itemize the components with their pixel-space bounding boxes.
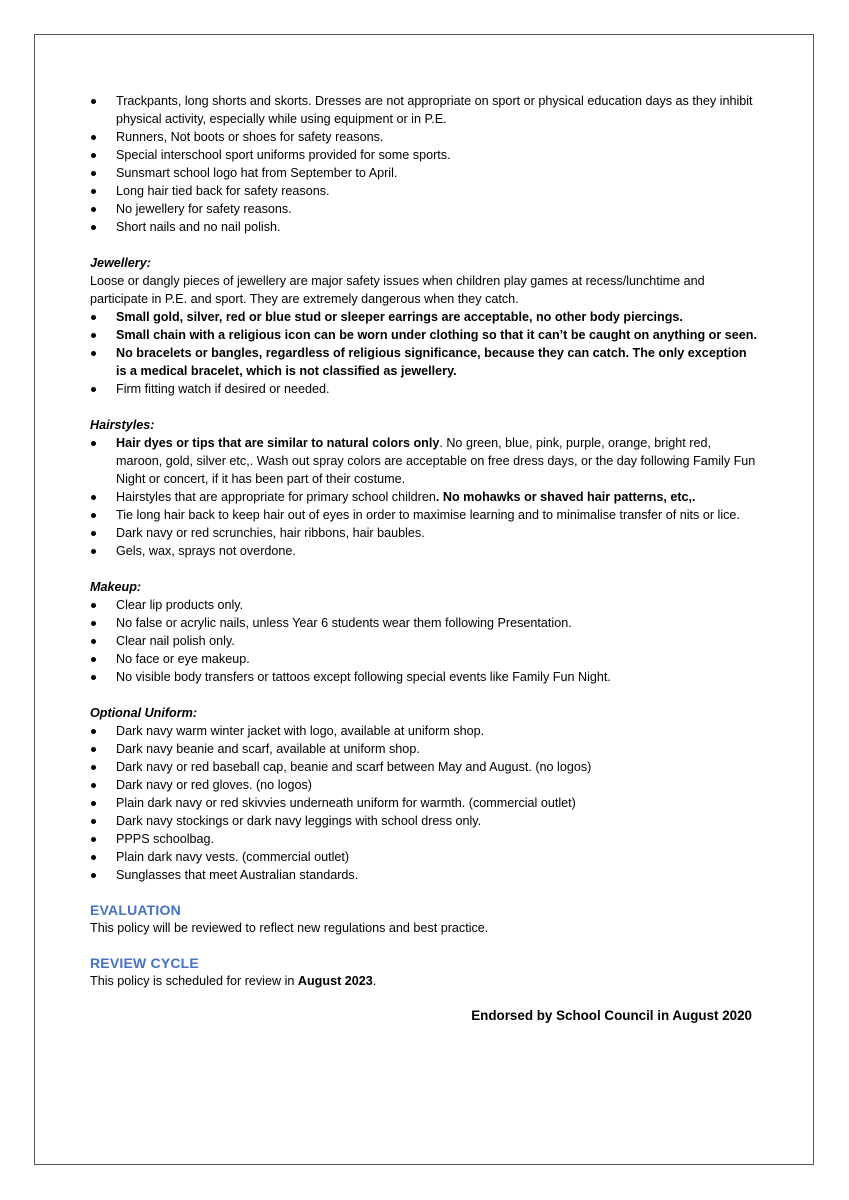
list-item: No visible body transfers or tattoos except following special events like Family Fun Night. [90, 668, 760, 686]
list-item: Gels, wax, sprays not overdone. [90, 542, 760, 560]
list-item: Dark navy warm winter jacket with logo, available at uniform shop. [90, 722, 760, 740]
list-item: Dark navy or red scrunchies, hair ribbons, hair baubles. [90, 524, 760, 542]
review-cycle-text [90, 972, 760, 990]
optional-uniform-list [90, 722, 760, 884]
makeup-heading: Makeup: [90, 580, 142, 594]
list-item: No bracelets or bangles, regardless of religious significance, because they can catch. The only exception is a medical bracelet, which is not classified as jewellery. [90, 344, 760, 380]
optional-uniform-heading: Optional Uniform: [90, 706, 198, 720]
list-item: Firm fitting watch if desired or needed. [90, 380, 760, 398]
list-item: Long hair tied back for safety reasons. [90, 182, 760, 200]
list-item: Dark navy beanie and scarf, available at uniform shop. [90, 740, 760, 758]
list-item: PPPS schoolbag. [90, 830, 760, 848]
endorsement-statement: Endorsed by School Council in August 2020 [471, 1008, 752, 1023]
list-item: Tie long hair back to keep hair out of eyes in order to maximise learning and to minimalise transfer of nits or lice. [90, 506, 760, 524]
list-item: Trackpants, long shorts and skorts. Dresses are not appropriate on sport or physical education days as they inhibit physical activity, especially while using equipment or in P.E. [90, 92, 760, 128]
list-item [90, 434, 760, 488]
list-item: Clear lip products only. [90, 596, 760, 614]
hair-dye-details: . No green, blue, pink, purple, orange, bright red, maroon, gold, silver etc,. Wash out spray colors are acceptable on free dress days, or the day following Family Fun Night or concert, if it has been part of their costume. [116, 436, 756, 486]
list-item: Small chain with a religious icon can be worn under clothing so that it can’t be caught on anything or seen. [90, 326, 760, 344]
list-item: Plain dark navy vests. (commercial outlet) [90, 848, 760, 866]
hair-dye-rule: Hair dyes or tips that are similar to natural colors only [116, 436, 440, 450]
list-item: Dark navy stockings or dark navy leggings with school dress only. [90, 812, 760, 830]
review-cycle-heading: REVIEW CYCLE [90, 955, 199, 971]
sport-uniform-list [90, 92, 760, 236]
list-item [90, 488, 760, 506]
review-date: August 2023 [297, 974, 373, 988]
list-item: Clear nail polish only. [90, 632, 760, 650]
jewellery-list [90, 308, 760, 398]
list-item: Sunsmart school logo hat from September to April. [90, 164, 760, 182]
hairstyle-rule: Hairstyles that are appropriate for primary school children [116, 490, 436, 504]
list-item: Runners, Not boots or shoes for safety reasons. [90, 128, 760, 146]
review-cycle-end: . [372, 974, 377, 988]
list-item: Dark navy or red gloves. (no logos) [90, 776, 760, 794]
list-item: Plain dark navy or red skivvies underneath uniform for warmth. (commercial outlet) [90, 794, 760, 812]
list-item: Short nails and no nail polish. [90, 218, 760, 236]
hairstyles-heading: Hairstyles: [90, 418, 155, 432]
list-item: No false or acrylic nails, unless Year 6 students wear them following Presentation. [90, 614, 760, 632]
list-item: Sunglasses that meet Australian standards. [90, 866, 760, 884]
list-item: No face or eye makeup. [90, 650, 760, 668]
document-body [90, 92, 760, 1025]
jewellery-intro: Loose or dangly pieces of jewellery are major safety issues when children play games at recess/lunchtime and participate in P.E. and sport. They are extremely dangerous when they catch. [90, 274, 705, 306]
evaluation-text: This policy will be reviewed to reflect new regulations and best practice. [90, 921, 489, 935]
review-cycle-lead: This policy is scheduled for review in [90, 974, 298, 988]
evaluation-heading: EVALUATION [90, 902, 181, 918]
list-item: Dark navy or red baseball cap, beanie and scarf between May and August. (no logos) [90, 758, 760, 776]
list-item: Small gold, silver, red or blue stud or sleeper earrings are acceptable, no other body piercings. [90, 308, 760, 326]
list-item: Special interschool sport uniforms provided for some sports. [90, 146, 760, 164]
makeup-list [90, 596, 760, 686]
hairstyle-restriction: . No mohawks or shaved hair patterns, etc,. [435, 490, 696, 504]
jewellery-heading: Jewellery: [90, 256, 151, 270]
hairstyles-list [90, 434, 760, 560]
list-item: No jewellery for safety reasons. [90, 200, 760, 218]
